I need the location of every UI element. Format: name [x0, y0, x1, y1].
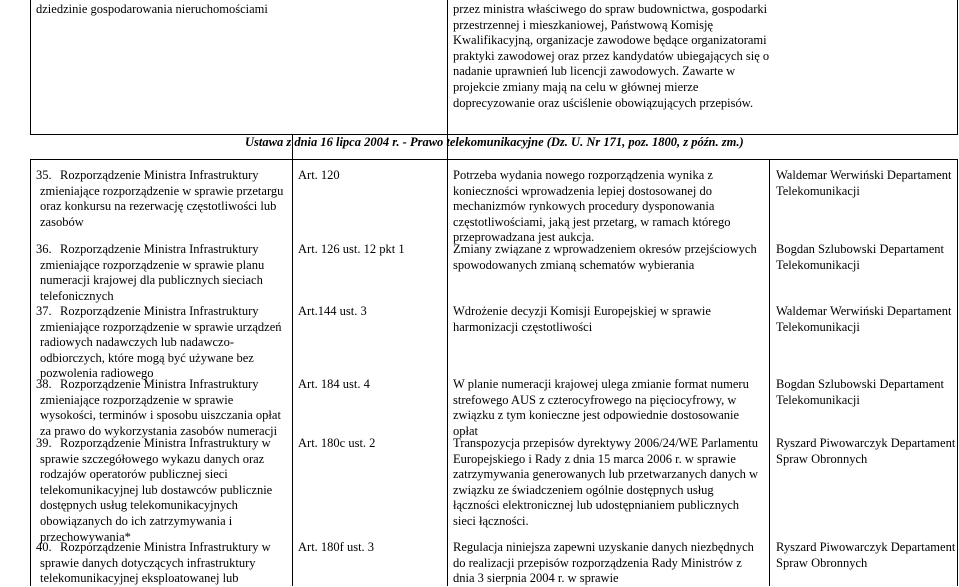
row-number: 40. — [36, 540, 52, 554]
row-number: 37. — [36, 304, 52, 318]
row-justification: Zmiany związane z wprowadzeniem okresów przejściowych spowodowanych zmianą schematów wybierania — [453, 242, 757, 272]
column-divider-2 — [447, 159, 448, 586]
row-number: 38. — [36, 377, 52, 391]
row-name: Rozporządzenie Ministra Infrastruktury w sprawie szczegółowego wykazu danych oraz rodzajów operatorów publicznej sieci telekomunikacyjnej lub dostawców publicznie dostępnych usług telekomunikacyjnych obowiązanych do ich zatrzymywania i przechowywania* — [40, 436, 273, 544]
row-justification: Wdrożenie decyzji Komisji Europejskiej w sprawie harmonizacji częstotliwości — [453, 304, 711, 334]
row-justification: Regulacja niniejsza zapewni uzyskanie danych niezbędnych do realizacji przepisów rozporządzenia Rady Ministrów z dnia 3 sierpnia 2004 r. w sprawie — [453, 540, 754, 586]
top-row-middle-text: przez ministra właściwego do spraw budownictwa, gospodarki przestrzennej i mieszkaniowej, Państwową Komisję Kwalifikacyjną, organizacje zawodowe będące organizatorami praktyki zawodowej oraz przez kandydatów ubiegających się o nadanie uprawnień lub licencji zawodowych. Zawarte w projekcie zmiany mają na celu w głównej mierze doprecyzowanie oraz uściślenie obowiązujących przepisów. — [453, 2, 770, 110]
row-article: Art. 180c ust. 2 — [298, 436, 376, 450]
section-title: Ustawa z dnia 16 lipca 2004 r. - Prawo telekomunikacyjne (Dz. U. Nr 171, poz. 1800, z późn. zm.) — [245, 135, 744, 149]
row-responsible: Bogdan Szlubowski Departament Telekomunikacji — [776, 242, 945, 272]
row-justification: Transpozycja przepisów dyrektywy 2006/24/WE Parlamentu Europejskiego i Rady z dnia 15 marca 2006 r. w sprawie zatrzymywania generowanych lub przetwarzanych danych w związku ze świadczeniem ogólnie dostępnych usług łączności elektronicznej lub udostępnianiem publicznych sieci łączności. — [453, 436, 759, 528]
row-name: Rozporządzenie Ministra Infrastruktury w sprawie danych dotyczących infrastruktury telekomunikacyjnej eksploatowanej lub — [40, 540, 271, 586]
table-border-right-main — [957, 159, 958, 586]
row-name: Rozporządzenie Ministra Infrastruktury zmieniające rozporządzenie w sprawie wysokości, terminów i sposobu uiszczania opłat za prawo do wykorzystania zasobów numeracji — [40, 377, 281, 438]
table-border-left-main — [30, 159, 31, 586]
section-bottom-border — [30, 159, 958, 160]
row-article: Art. 180f ust. 3 — [298, 540, 375, 554]
top-row-left-text: dziedzinie gospodarowania nieruchomościami — [36, 2, 268, 16]
row-responsible: Ryszard Piwowarczyk Departament Spraw Obronnych — [776, 436, 956, 466]
table-border-right-top — [957, 0, 958, 135]
row-name: Rozporządzenie Ministra Infrastruktury zmieniające rozporządzenie w sprawie planu numeracji krajowej dla publicznych sieciach telefonicznych — [40, 242, 265, 303]
row-article: Art. 120 — [298, 168, 340, 182]
row-number: 35. — [36, 168, 52, 182]
row-responsible: Bogdan Szlubowski Departament Telekomunikacji — [776, 377, 945, 407]
row-article: Art. 184 ust. 4 — [298, 377, 370, 391]
row-article: Art. 126 ust. 12 pkt 1 — [298, 242, 405, 256]
column-divider-1 — [292, 159, 293, 586]
row-name: Rozporządzenie Ministra Infrastruktury zmieniające rozporządzenie w sprawie przetargu oraz konkursu na rezerwację częstotliwości lub zasobów — [40, 168, 284, 229]
column-divider-top — [447, 0, 448, 135]
row-name: Rozporządzenie Ministra Infrastruktury zmieniające rozporządzenie w sprawie urządzeń radiowych nadawczych lub nadawczo-odbiorczych, które mogą być używane bez pozwolenia radiowego — [40, 304, 282, 381]
table-border-left — [30, 0, 31, 135]
row-responsible: Waldemar Werwiński Departament Telekomunikacji — [776, 304, 952, 334]
row-number: 39. — [36, 436, 52, 450]
row-article: Art.144 ust. 3 — [298, 304, 367, 318]
row-responsible: Waldemar Werwiński Departament Telekomunikacji — [776, 168, 952, 198]
top-row-middle-cell — [453, 2, 773, 111]
row-responsible: Ryszard Piwowarczyk Departament Spraw Obronnych — [776, 540, 956, 570]
row-number: 36. — [36, 242, 52, 256]
row-justification: Potrzeba wydania nowego rozporządzenia wynika z konieczności wprowadzenia lepiej dostosowanej do mechanizmów rynkowych procedury dysponowania częstotliwościami, jaką jest przetarg, w ramach którego przeprowadzana jest aukcja. — [453, 168, 731, 245]
top-row-left-cell — [36, 2, 436, 18]
row-justification: W planie numeracji krajowej ulega zmianie format numeru strefowego AUS z czterocyfrowego na pięciocyfrowy, w związku z tym konieczne jest odpowiednie dostosowanie opłat — [453, 377, 749, 438]
column-divider-3 — [769, 159, 770, 586]
